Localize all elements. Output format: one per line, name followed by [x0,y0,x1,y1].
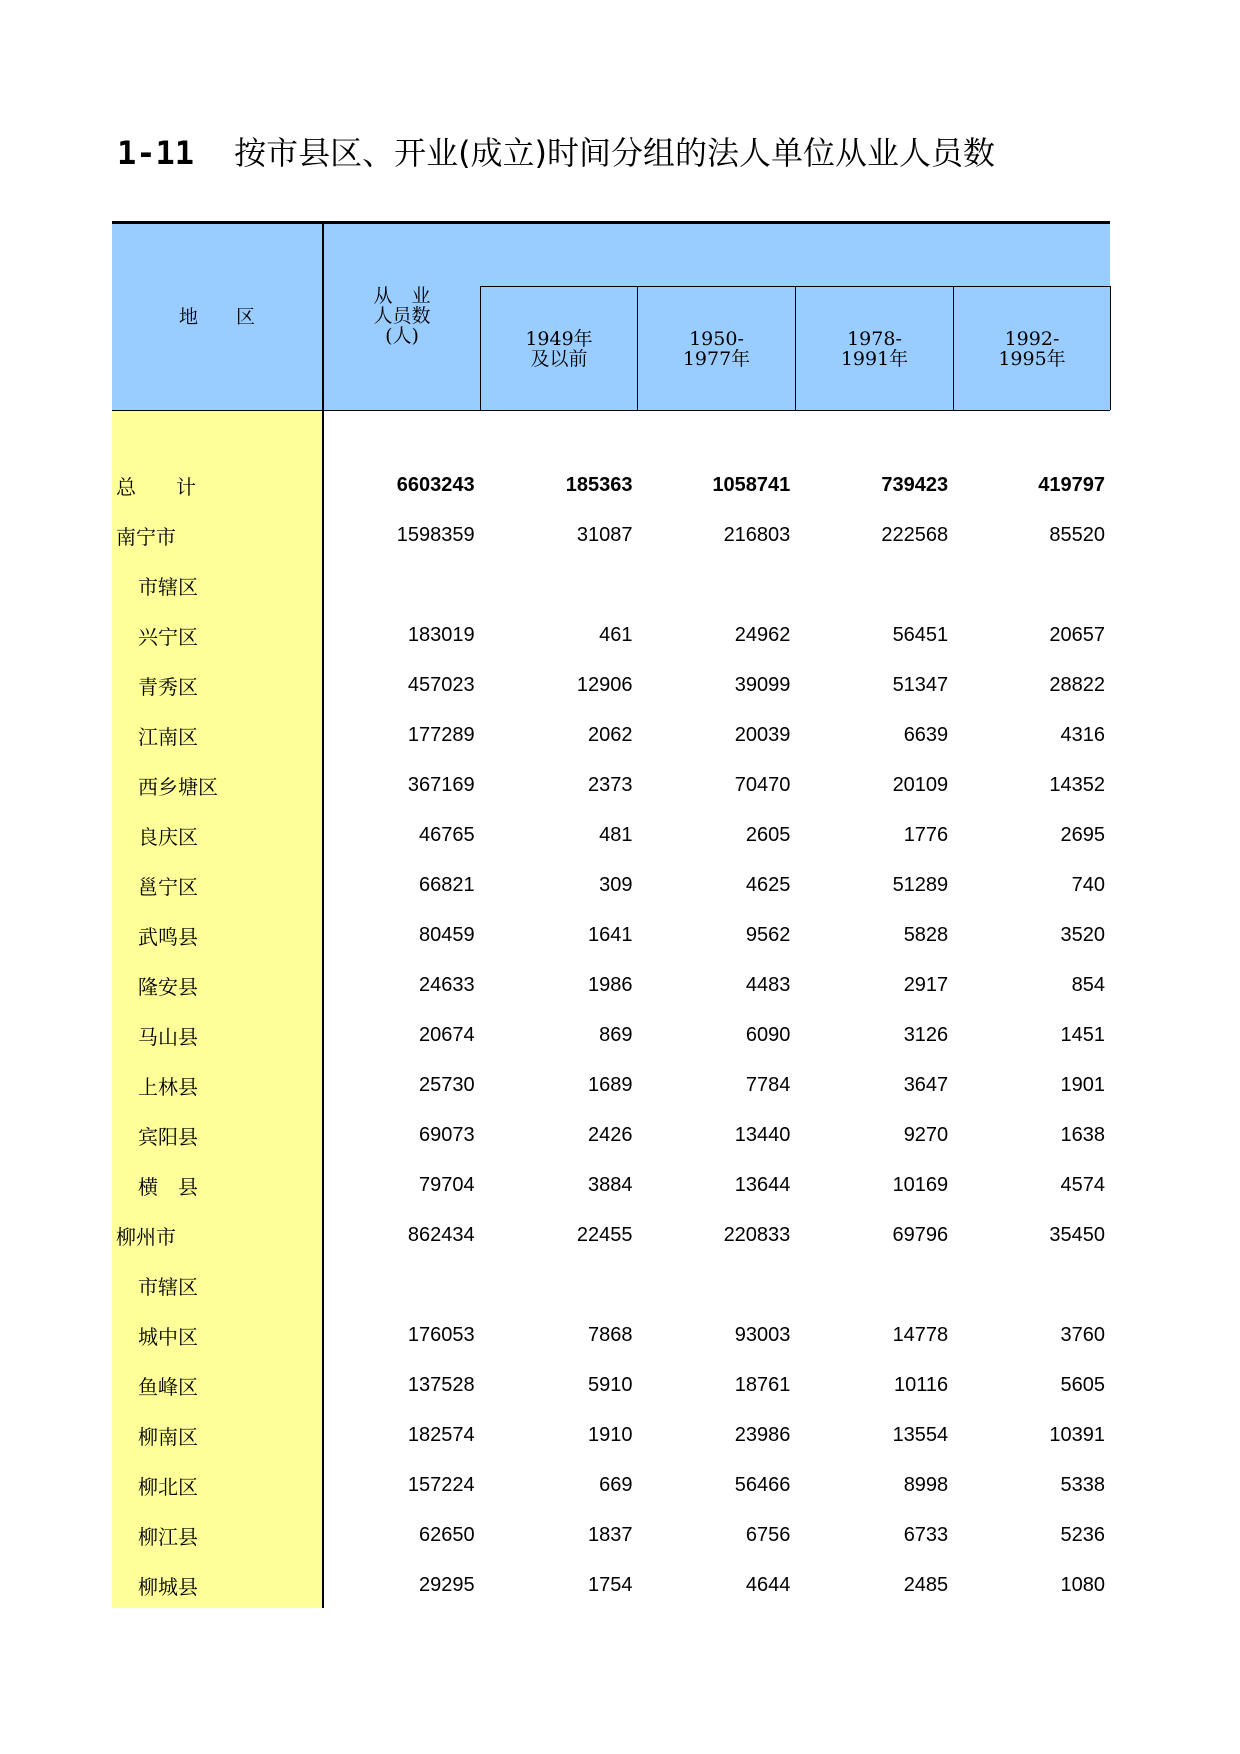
table-row [112,1510,1110,1560]
value-cell: 2485 [903,1573,949,1596]
header-period-2 [637,286,796,410]
value-cell: 1451 [1060,1023,1106,1046]
region-name: 柳江县 [138,1524,198,1549]
table-row [112,1210,1110,1260]
value-cell: 185363 [565,473,633,496]
value-cell: 14778 [892,1323,949,1346]
value-cell: 1058741 [712,473,791,496]
value-cell: 1776 [903,823,949,846]
header-total-line: 从 业 [373,285,431,307]
value-cell: 25730 [419,1073,475,1096]
region-name: 宾阳县 [138,1124,198,1149]
value-cell: 216803 [723,523,791,546]
header-period-4 [953,286,1111,410]
value-cell: 1689 [588,1073,633,1096]
table-row [112,910,1110,960]
table-row [112,560,1110,610]
value-cell: 5338 [1060,1473,1106,1496]
value-cell: 23986 [734,1423,791,1446]
header-total-line: 人员数 [373,305,431,327]
region-name: 良庆区 [138,824,198,849]
value-cell: 739423 [881,473,949,496]
region-name: 横 县 [138,1174,198,1199]
value-cell: 4574 [1060,1173,1106,1196]
value-cell: 457023 [407,673,475,696]
region-name: 隆安县 [138,974,198,999]
value-cell: 79704 [419,1173,475,1196]
header-line: 1995年 [998,347,1066,370]
region-name: 柳南区 [138,1424,198,1449]
value-cell: 39099 [734,673,791,696]
header-line: 1978- [847,327,902,350]
table-row [112,1360,1110,1410]
table-row [112,860,1110,910]
header-line: 1977年 [682,347,751,370]
region-name: 上林县 [138,1074,198,1099]
value-cell: 46765 [419,823,475,846]
table-row [112,460,1110,510]
region-name: 邕宁区 [138,874,198,899]
value-cell: 51289 [892,873,949,896]
value-cell: 2605 [745,823,791,846]
value-cell: 13440 [734,1123,791,1146]
region-name: 江南区 [138,724,198,749]
region-name: 城中区 [138,1324,198,1349]
value-cell: 2917 [903,973,949,996]
header-line: 及以前 [530,347,588,370]
value-cell: 29295 [419,1573,475,1596]
table-row [112,1310,1110,1360]
value-cell: 182574 [407,1423,475,1446]
region-name: 武鸣县 [138,924,198,949]
table-row [112,810,1110,860]
value-cell: 1901 [1060,1073,1106,1096]
value-cell: 6090 [745,1023,791,1046]
value-cell: 85520 [1049,523,1105,546]
value-cell: 9562 [745,923,791,946]
value-cell: 157224 [407,1473,475,1496]
table-row [112,1560,1110,1610]
table-row [112,960,1110,1010]
value-cell: 9270 [903,1123,949,1146]
value-cell: 56451 [892,623,949,646]
region-name: 青秀区 [138,674,198,699]
value-cell: 309 [599,873,633,896]
value-cell: 14352 [1049,773,1106,796]
value-cell: 461 [599,623,633,646]
region-name: 市辖区 [138,574,198,599]
value-cell: 70470 [734,773,791,796]
value-cell: 6756 [745,1523,791,1546]
value-cell: 669 [599,1473,633,1496]
value-cell: 8998 [903,1473,949,1496]
value-cell: 222568 [881,523,949,546]
header-region: 地 区 [178,306,255,328]
value-cell: 869 [599,1023,633,1046]
value-cell: 176053 [407,1323,475,1346]
value-cell: 220833 [723,1223,791,1246]
value-cell: 20039 [734,723,791,746]
value-cell: 5236 [1060,1523,1106,1546]
value-cell: 22455 [576,1223,633,1246]
table-row [112,1410,1110,1460]
table-row [112,1010,1110,1060]
header-total-line: (人) [385,325,419,347]
value-cell: 51347 [892,673,949,696]
value-cell: 20109 [892,773,949,796]
value-cell: 3647 [903,1073,949,1096]
value-cell: 69796 [892,1223,949,1246]
value-cell: 62650 [419,1523,475,1546]
value-cell: 6603243 [396,473,475,496]
region-name: 柳州市 [116,1224,176,1249]
table-row [112,710,1110,760]
table-row [112,610,1110,660]
value-cell: 80459 [419,923,475,946]
region-name: 鱼峰区 [138,1374,198,1399]
value-cell: 6733 [903,1523,949,1546]
value-cell: 10116 [894,1373,949,1396]
value-cell: 18761 [734,1373,791,1396]
value-cell: 24633 [419,973,475,996]
value-cell: 5828 [903,923,949,946]
region-name: 柳北区 [138,1474,198,1499]
header-total [324,286,480,346]
value-cell: 183019 [407,623,475,646]
region-name: 西乡塘区 [138,774,218,799]
value-cell: 20674 [419,1023,475,1046]
value-cell: 4644 [745,1573,791,1596]
value-cell: 31087 [576,523,633,546]
value-cell: 2426 [588,1123,633,1146]
value-cell: 177289 [407,723,475,746]
value-cell: 481 [599,823,633,846]
value-cell: 2062 [588,723,633,746]
table-row [112,510,1110,560]
value-cell: 1080 [1060,1573,1106,1596]
table-row [112,1110,1110,1160]
value-cell: 862434 [407,1223,475,1246]
table-row [112,1260,1110,1310]
value-cell: 13644 [734,1173,791,1196]
value-cell: 4316 [1060,723,1106,746]
value-cell: 66821 [419,873,475,896]
value-cell: 1598359 [396,523,475,546]
value-cell: 3520 [1060,923,1106,946]
value-cell: 4483 [745,973,791,996]
value-cell: 93003 [734,1323,791,1346]
value-cell: 1837 [588,1523,633,1546]
value-cell: 137528 [407,1373,475,1396]
value-cell: 10169 [892,1173,949,1196]
value-cell: 10391 [1049,1423,1106,1446]
region-name: 南宁市 [116,524,176,549]
region-name: 总 计 [116,474,196,499]
region-name: 兴宁区 [138,624,198,649]
header-line: 1949年 [525,327,593,350]
table-row [112,1060,1110,1110]
table-row [112,660,1110,710]
header-rule [112,410,1110,411]
table-row [112,1160,1110,1210]
value-cell: 20657 [1049,623,1106,646]
table-row [112,760,1110,810]
value-cell: 1910 [588,1423,633,1446]
value-cell: 3126 [903,1023,949,1046]
header-period-1 [480,286,638,410]
value-cell: 13554 [892,1423,949,1446]
value-cell: 7868 [588,1323,633,1346]
value-cell: 740 [1071,873,1106,896]
value-cell: 367169 [407,773,475,796]
value-cell: 2695 [1060,823,1106,846]
value-cell: 4625 [745,873,791,896]
header-line: 1950- [689,327,744,350]
region-name: 柳城县 [138,1574,198,1599]
value-cell: 28822 [1049,673,1106,696]
value-cell: 5605 [1060,1373,1106,1396]
header-line: 1992- [1004,327,1060,350]
value-cell: 1986 [588,973,633,996]
value-cell: 12906 [576,673,633,696]
value-cell: 7784 [745,1073,791,1096]
region-name: 市辖区 [138,1274,198,1299]
table-number: 1-11 [117,134,195,172]
value-cell: 1754 [588,1573,633,1596]
value-cell: 854 [1071,973,1106,996]
table-title: 按市县区、开业(成立)时间分组的法人单位从业人员数 [234,134,996,172]
value-cell: 419797 [1038,473,1105,496]
region-name: 马山县 [138,1024,198,1049]
value-cell: 69073 [419,1123,475,1146]
value-cell: 24962 [734,623,791,646]
table-row [112,1460,1110,1510]
value-cell: 1638 [1060,1123,1106,1146]
header-line: 1991年 [840,347,909,370]
value-cell: 56466 [734,1473,791,1496]
value-cell: 3760 [1060,1323,1106,1346]
page-title [117,128,995,174]
value-cell: 1641 [588,923,633,946]
value-cell: 6639 [903,723,949,746]
value-cell: 5910 [588,1373,633,1396]
value-cell: 3884 [588,1173,633,1196]
value-cell: 35450 [1049,1223,1105,1246]
header-period-3 [795,286,954,410]
value-cell: 2373 [588,773,633,796]
